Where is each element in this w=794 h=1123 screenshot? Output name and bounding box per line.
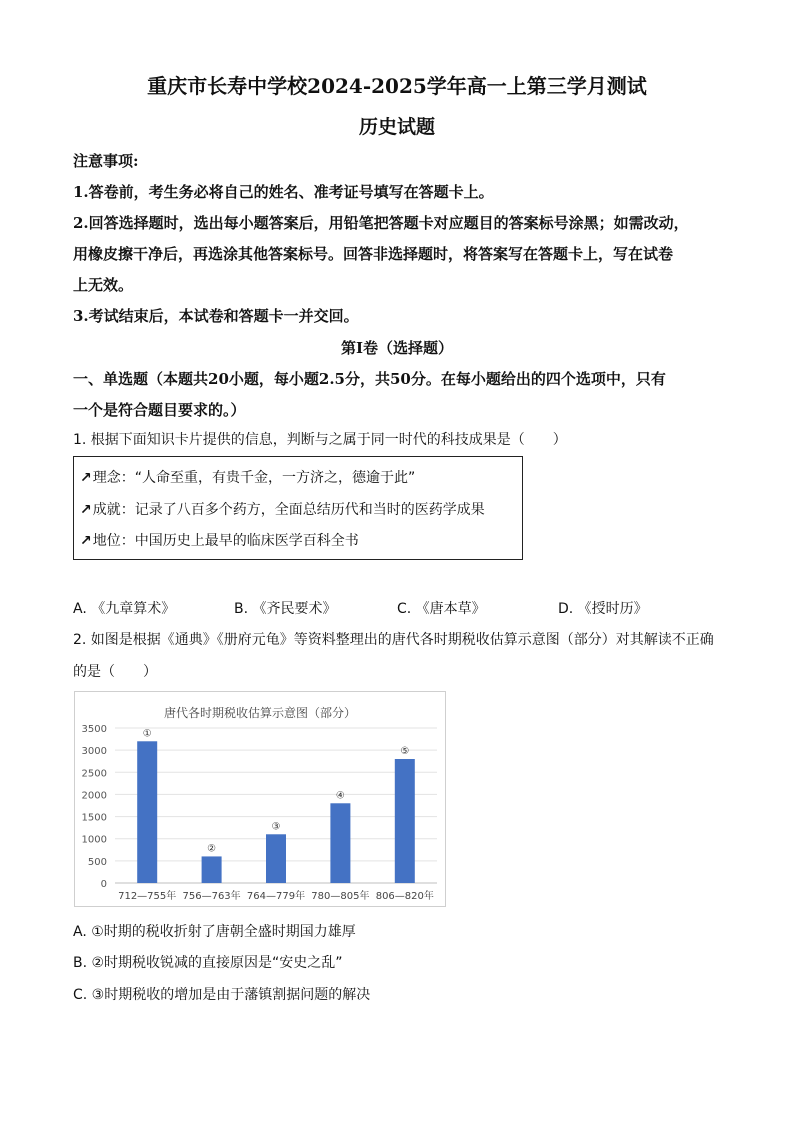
q1-option-b[interactable]: B. 《齐民要术》 — [234, 601, 337, 617]
knowledge-card — [73, 456, 523, 560]
note-item-2-line-3: 上无效。 — [73, 276, 134, 294]
bar — [395, 759, 415, 883]
bar — [202, 856, 222, 883]
arrow-icon: ↗ — [80, 533, 92, 549]
bar-data-label: ⑤ — [400, 746, 410, 757]
volume-heading: 第Ⅰ卷（选择题） — [340, 339, 454, 357]
question-1-stem: 1. 根据下面知识卡片提供的信息，判断与之属于同一时代的科技成果是（ ） — [73, 432, 567, 448]
note-item-2-line-1: 2.回答选择题时，选出每小题答案后，用铅笔把答题卡对应题目的答案标号涂黑；如需改动， — [73, 214, 689, 232]
card-row-text: 理念：“人命至重，有贵千金，一方济之，德逾于此” — [92, 470, 416, 486]
arrow-icon: ↗ — [80, 470, 92, 486]
note-item-2-line-2: 用橡皮擦干净后，再选涂其他答案标号。回答非选择题时，将答案写在答题卡上，写在试卷 — [73, 245, 674, 263]
question-2-stem-line-1: 2. 如图是根据《通典》《册府元龟》等资料整理出的唐代各时期税收估算示意图（部分）对其解读不正确 — [73, 632, 714, 648]
arrow-icon: ↗ — [80, 502, 92, 518]
bar-data-label: ① — [142, 728, 152, 740]
y-tick-label: 2500 — [81, 768, 107, 780]
y-tick-label: 500 — [87, 856, 107, 868]
x-tick-label: 756—763年 — [182, 891, 241, 902]
chart-plot — [75, 692, 445, 906]
card-row-text: 成就：记录了八百多个药方，全面总结历代和当时的医药学成果 — [92, 502, 485, 518]
card-row-1 — [80, 467, 415, 487]
bar — [266, 834, 286, 883]
note-item-1: 1.答卷前，考生务必将自己的姓名、准考证号填写在答题卡上。 — [73, 183, 494, 201]
card-row-3 — [80, 530, 359, 550]
bar — [330, 803, 350, 883]
y-tick-label: 0 — [100, 879, 107, 890]
x-tick-label: 806—820年 — [375, 891, 434, 902]
y-tick-label: 1500 — [81, 812, 107, 824]
y-tick-label: 2000 — [81, 790, 107, 802]
exam-title: 重庆市长寿中学校2024-2025学年高一上第三学月测试 — [147, 74, 647, 98]
question-2-stem-line-2: 的是（ ） — [73, 664, 157, 680]
exam-subtitle: 历史试题 — [358, 116, 435, 138]
card-row-text: 地位：中国历史上最早的临床医学百科全书 — [92, 533, 359, 549]
q2-option-b[interactable]: B. ②时期税收锐减的直接原因是“安史之乱” — [73, 955, 343, 971]
tax-chart — [74, 691, 446, 907]
y-tick-label: 1000 — [81, 834, 107, 846]
part-heading-line-2: 一个是符合题目要求的。） — [73, 401, 246, 419]
bar-data-label: ④ — [335, 790, 345, 802]
chart-title: 唐代各时期税收估算示意图（部分） — [163, 706, 356, 720]
bar — [137, 741, 157, 883]
card-row-2 — [80, 499, 485, 519]
x-tick-label: 764—779年 — [246, 891, 306, 902]
bar-data-label: ② — [207, 843, 217, 855]
q2-option-c[interactable]: C. ③时期税收的增加是由于藩镇割据问题的解决 — [73, 987, 371, 1003]
x-tick-label: 780—805年 — [311, 891, 370, 902]
bar-data-label: ③ — [271, 821, 281, 833]
part-heading-line-1: 一、单选题（本题共20小题，每小题2.5分，共50分。在每小题给出的四个选项中，只有 — [73, 370, 666, 388]
y-tick-label: 3500 — [81, 724, 107, 735]
q1-option-a[interactable]: A. 《九章算术》 — [73, 601, 176, 617]
q1-option-c[interactable]: C. 《唐本草》 — [397, 601, 486, 617]
notes-heading: 注意事项: — [73, 152, 139, 170]
q1-option-d[interactable]: D. 《授时历》 — [558, 601, 648, 617]
x-tick-label: 712—755年 — [118, 891, 177, 902]
q2-option-a[interactable]: A. ①时期的税收折射了唐朝全盛时期国力雄厚 — [73, 924, 356, 940]
y-tick-label: 3000 — [81, 746, 107, 758]
note-item-3: 3.考试结束后，本试卷和答题卡一并交回。 — [73, 307, 359, 325]
